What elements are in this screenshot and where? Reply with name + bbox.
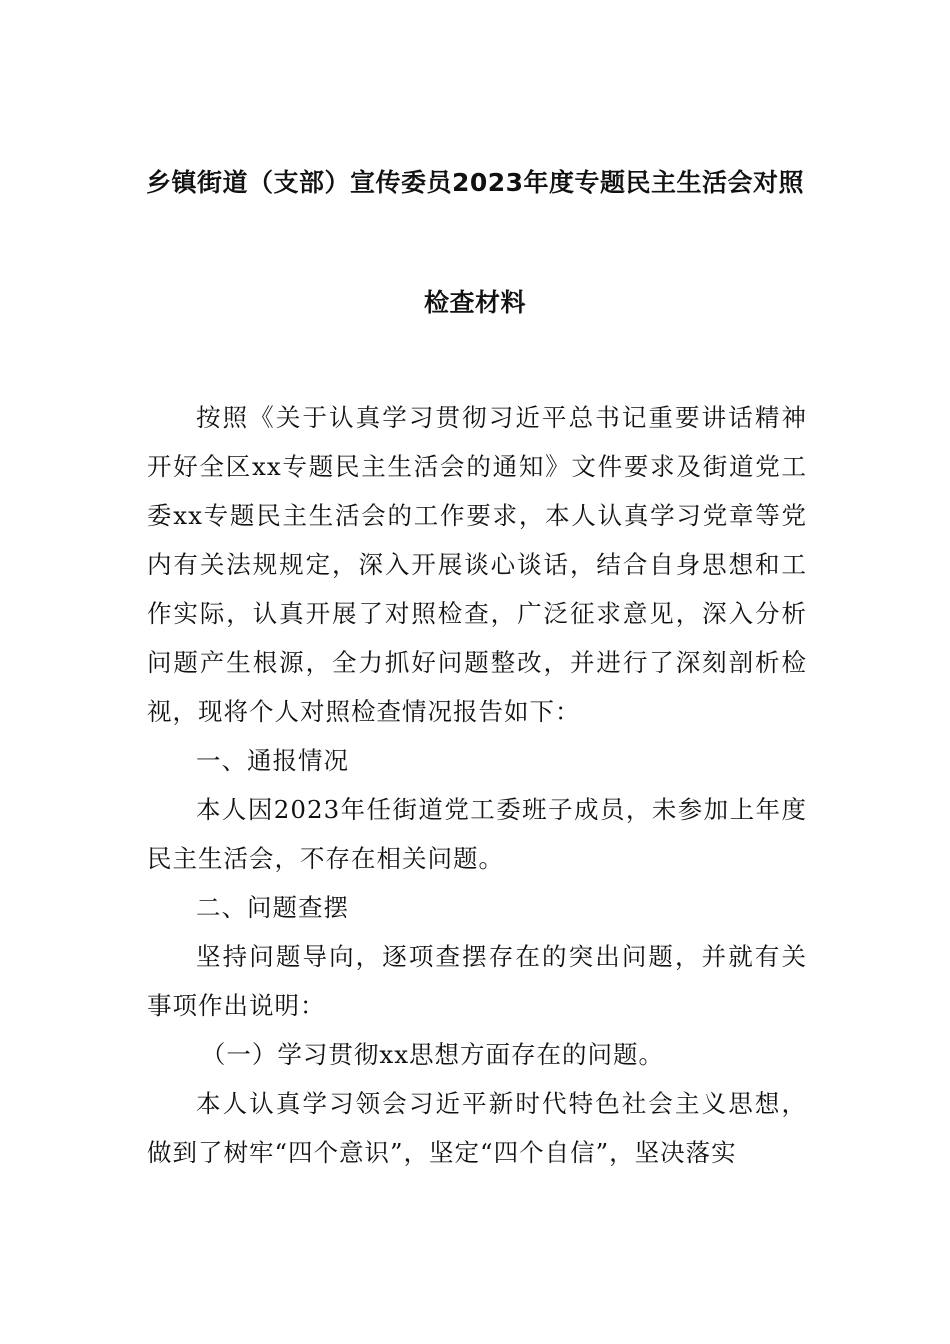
- document-title-line-2: 检查材料: [423, 288, 526, 317]
- document-title-line-1: 乡镇街道（支部）宣传委员2023年度专题民主生活会对照: [145, 168, 805, 197]
- subsection-heading-study: （一）学习贯彻xx思想方面存在的问题。: [200, 1040, 665, 1069]
- intro-paragraph: 按照《关于认真学习贯彻习近平总书记重要讲话精神开好全区xx专题民主生活会的通知》文件要求及街道党工委xx专题民主生活会的工作要求，本人认真学习党章等党内有关法规规定，深入开展谈心谈话，结合自身思想和工作实际，认真开展了对照检查，广泛征求意见，深入分析问题产生根源，全力抓好问题整改，并进行了深刻剖析检视，现将个人对照检查情况报告如下：: [147, 403, 807, 726]
- problems-paragraph: 坚持问题导向，逐项查摆存在的突出问题，并就有关事项作出说明：: [147, 942, 807, 1020]
- notification-paragraph: 本人因2023年任街道党工委班子成员，未参加上年度民主生活会，不存在相关问题。: [147, 795, 807, 873]
- section-heading-notification: 一、通报情况: [196, 746, 349, 775]
- document-body: [147, 393, 807, 1177]
- section-heading-problems: 二、问题查摆: [196, 893, 349, 922]
- study-paragraph: 本人认真学习领会习近平新时代特色社会主义思想，做到了树牢“四个意识”，坚定“四个自信”，坚决落实: [147, 1089, 807, 1167]
